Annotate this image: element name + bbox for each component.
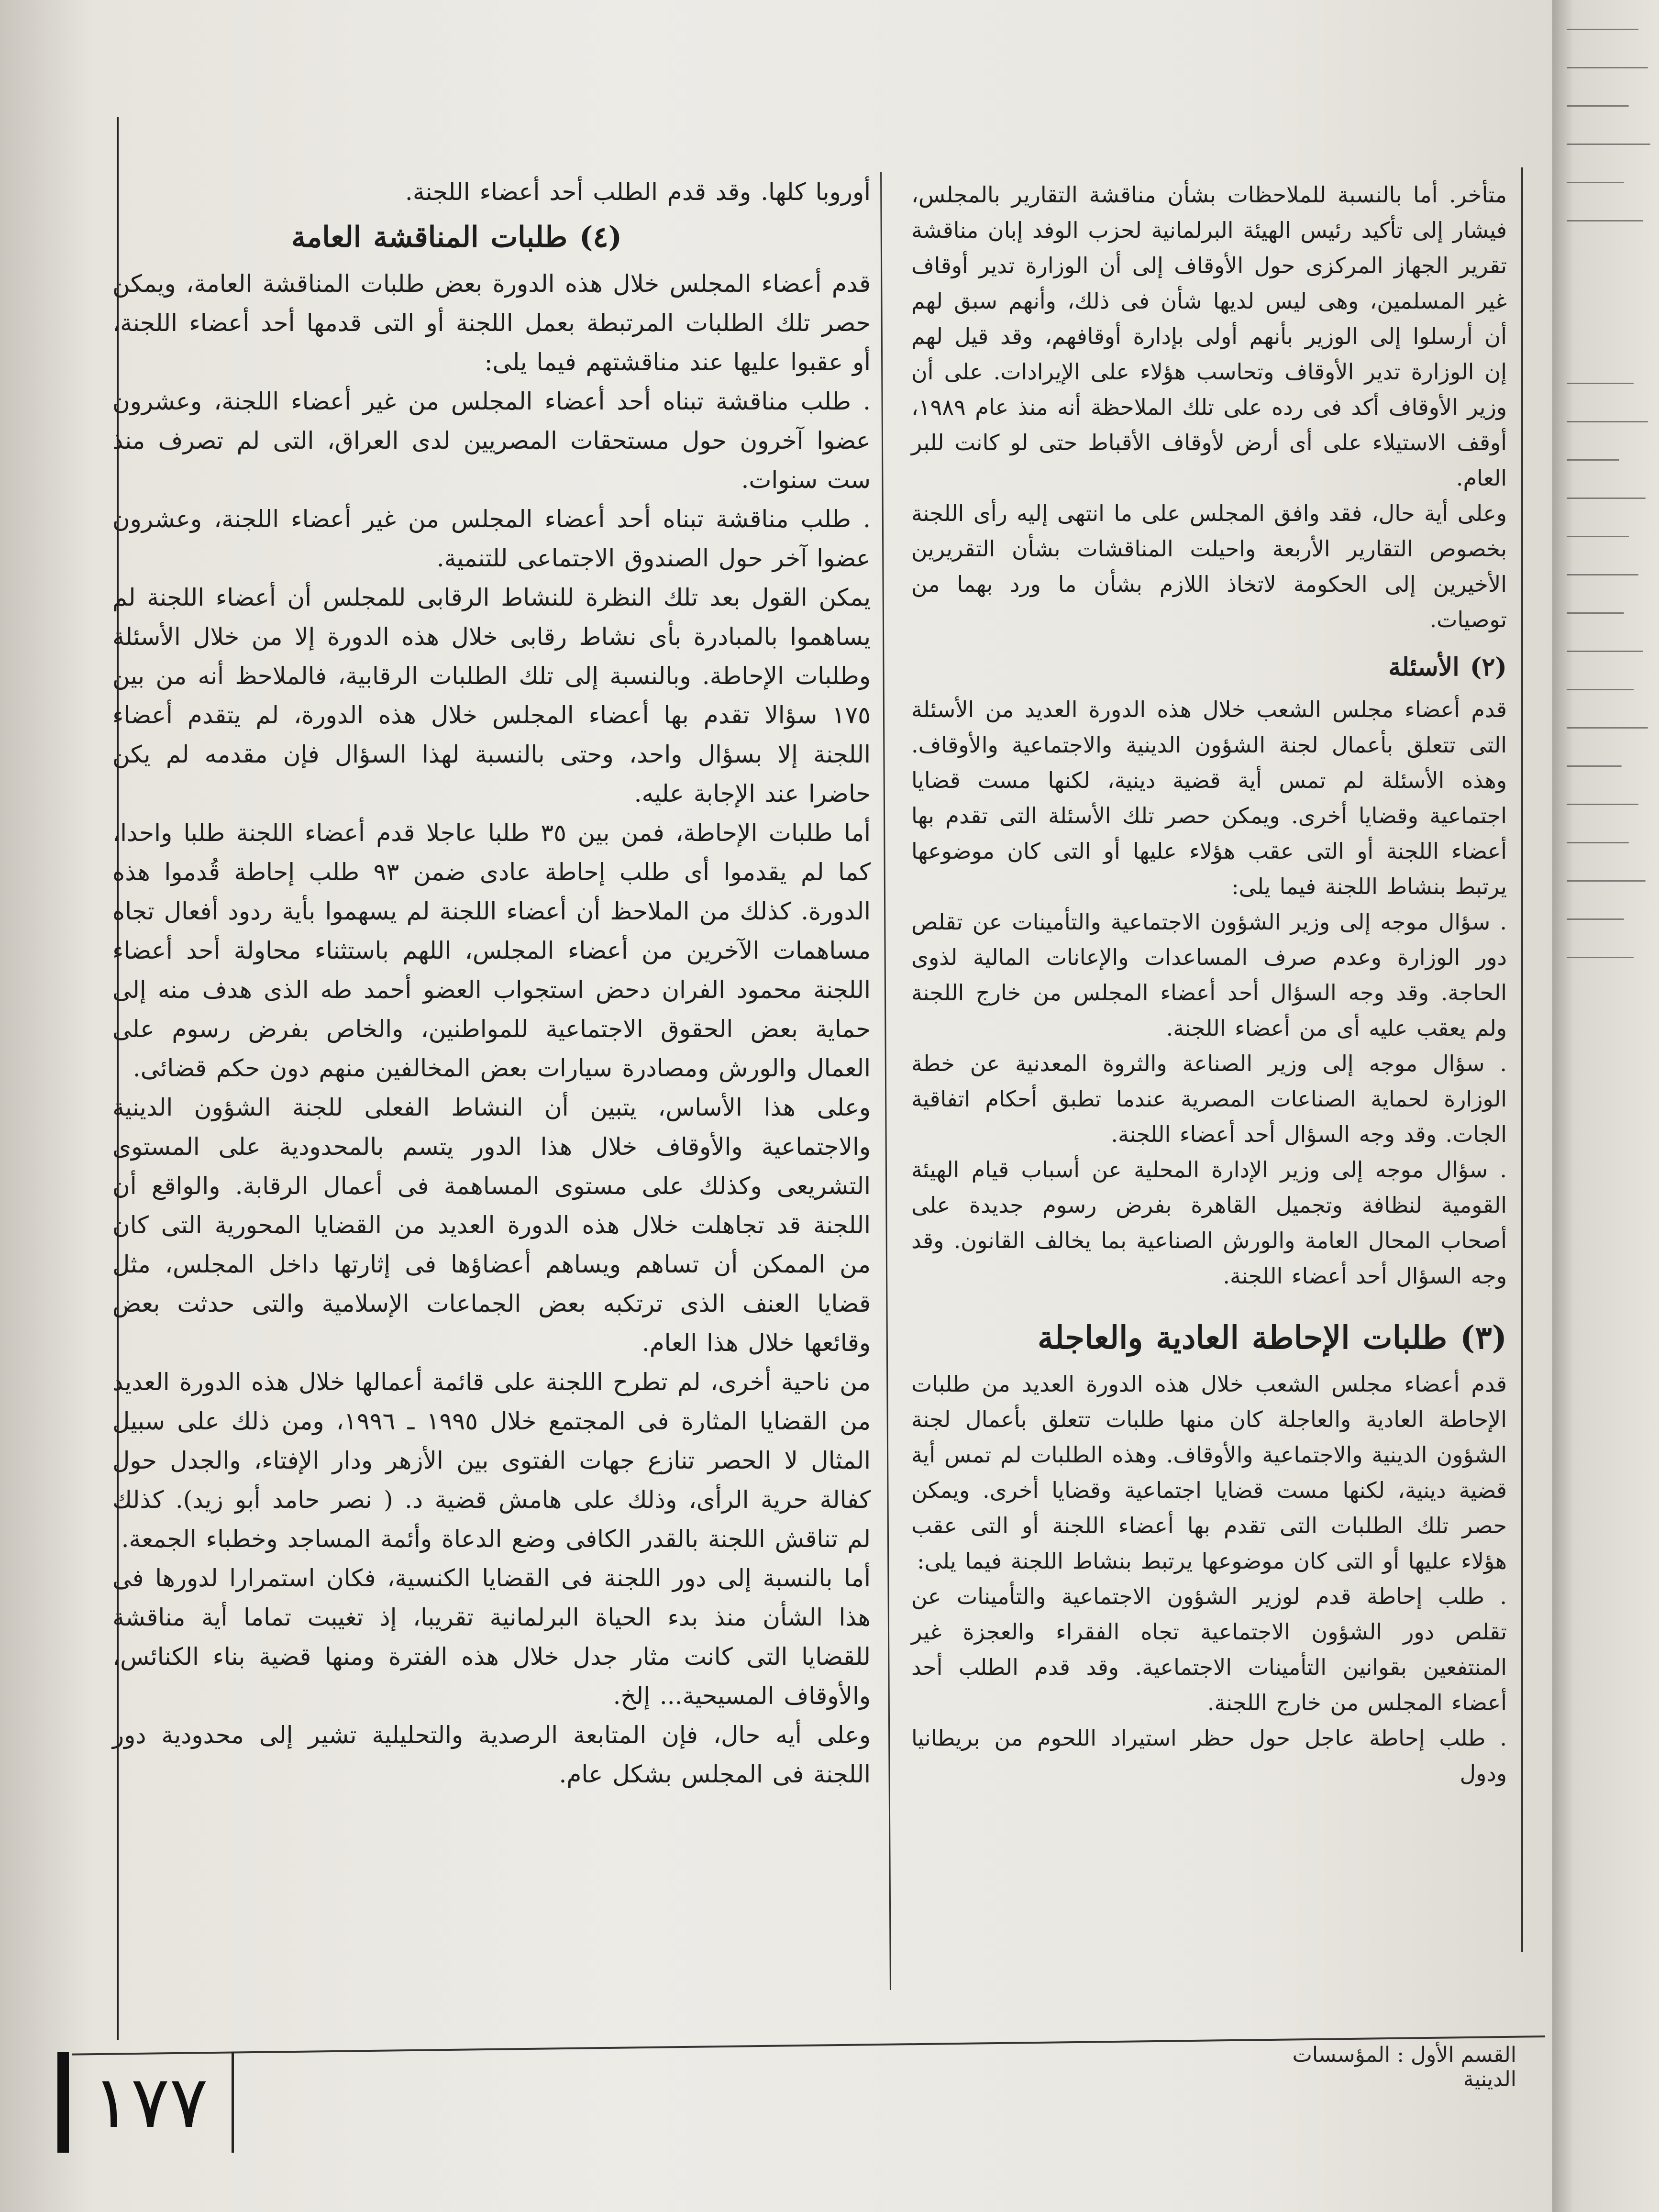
section-heading-general-discussion: (٤) طلبات المناقشة العامة [291,221,622,254]
running-footer: القسم الأول : المؤسسات الدينية [1292,2043,1516,2091]
handwriting-stroke [1567,957,1634,958]
handwriting-stroke [1567,383,1634,384]
column-divider [880,172,891,1990]
handwriting-stroke [1567,727,1648,729]
handwriting-stroke [1567,421,1648,422]
section-heading-briefing-requests: (٣) طلبات الإحاطة العادية والعاجلة [1037,1319,1507,1356]
handwriting-stroke [1567,220,1643,221]
left-column [112,172,871,1794]
handwriting-stroke [1567,67,1648,68]
right-column [911,177,1507,1791]
paragraph: أوروبا كلها. وقد قدم الطلب أحد أعضاء اللجنة. [405,178,871,206]
handwriting-stroke [1567,536,1629,537]
paragraph: وعلى هذا الأساس، يتبين أن النشاط الفعلى للجنة الشؤون الدينية والاجتماعية والأوقاف خلال هذا الدور يتسم بالمحدودية على المستوى التشريعى وكذلك على مستوى المساهمة فى أعمال الرقابة. والواقع أن اللجنة قد تجاهلت خلال هذه الدورة العديد من القضايا المحورية التى كان من الممكن أن تساهم ويساهم أعضاؤها فى إثارتها داخل المجلس، مثل قضايا العنف الذى ترتكبه بعض الجماعات الإسلامية والتى حدثت بعض وقائعها خلال هذا العام. [112,1094,871,1357]
page-frame-right-rule [1521,167,1523,1952]
adjacent-page-with-handwriting [1552,0,1659,2212]
handwriting-stroke [1567,880,1646,882]
handwriting-stroke [1567,842,1629,843]
handwriting-stroke [1567,765,1622,767]
paragraph: قدم أعضاء المجلس خلال هذه الدورة بعض طلبات المناقشة العامة، ويمكن حصر تلك الطلبات المرتبطة بعمل اللجنة أو التى قدمها أحد أعضاء اللجنة، أو عقبوا عليها عند مناقشتهم فيما يلى: [112,270,871,376]
handwriting-stroke [1567,144,1650,145]
handwriting-stroke [1567,918,1624,920]
section-heading-questions: (٢) الأسئلة [1388,653,1507,682]
handwriting-stroke [1567,105,1629,107]
paragraph: من ناحية أخرى، لم تطرح اللجنة على قائمة أعمالها خلال هذه الدورة العديد من القضايا المثارة فى المجتمع خلال ١٩٩٥ ـ ١٩٩٦، ومن ذلك على سبيل المثال لا الحصر تنازع جهات الفتوى بين الأزهر ودار الإفتاء، والجدل حول كفالة حرية الرأى، وذلك على هامش قضية د. ( نصر حامد أبو زيد). كذلك لم تناقش اللجنة بالقدر الكافى وضع الدعاة وأئمة المساجد وخطباء الجمعة. [112,1368,871,1553]
handwriting-stroke [1567,574,1638,575]
list-item: . سؤال موجه إلى وزير الصناعة والثروة المعدنية عن خطة الوزارة لحماية الصناعات المصرية عندما تطبق أحكام اتفاقية الجات. وقد وجه السؤال أحد أعضاء اللجنة. [911,1051,1507,1147]
paragraph: أما طلبات الإحاطة، فمن بين ٣٥ طلبا عاجلا قدم أعضاء اللجنة طلبا واحدا، كما لم يقدموا أى طلب إحاطة عادى ضمن ٩٣ طلب إحاطة قُدموا هذه الدورة. كذلك من الملاحظ أن أعضاء اللجنة لم يسهموا بأية ردود أفعال تجاه مساهمات الآخرين من أعضاء المجلس، اللهم باستثناء محاولة أحد أعضاء اللجنة محمود الفران دحض استجواب العضو أحمد طه الذى هدف منه إلى حماية بعض الحقوق الاجتماعية للمواطنين، والخاص بفرض رسوم على العمال والورش ومصادرة سيارات بعض المخالفين منهم دون حكم قضائى. [112,819,871,1082]
handwriting-stroke [1567,651,1643,652]
paragraph: أما بالنسبة إلى دور اللجنة فى القضايا الكنسية، فكان استمرارا لدورها فى هذا الشأن منذ بدء الحياة البرلمانية تقريبا، إذ تغيبت تماما أية مناقشة للقضايا التى كانت مثار جدل خلال هذه الفترة ومنها قضية بناء الكنائس، والأوقاف المسيحية... إلخ. [112,1564,871,1710]
paragraph: وعلى أيه حال، فإن المتابعة الرصدية والتحليلية تشير إلى محدودية دور اللجنة فى المجلس بشكل عام. [112,1721,871,1788]
handwriting-stroke [1567,612,1624,614]
handwriting-stroke [1567,182,1624,183]
handwriting-stroke [1567,459,1619,461]
list-item: . سؤال موجه إلى وزير الإدارة المحلية عن أسباب قيام الهيئة القومية لنظافة وتجميل القاهرة بفرض رسوم جديدة على أصحاب المحال العامة والورش الصناعية بما يخالف القانون. وقد وجه السؤال أحد أعضاء اللجنة. [911,1157,1507,1289]
paragraph: قدم أعضاء مجلس الشعب خلال هذه الدورة العديد من الأسئلة التى تتعلق بأعمال لجنة الشؤون الدينية والاجتماعية والأوقاف. وهذه الأسئلة لم تمس أية قضية دينية، لكنها مست قضايا اجتماعية وقضايا أخرى. ويمكن حصر تلك الأسئلة التى تقدم بها أعضاء اللجنة أو التى عقب هؤلاء عليها أو التى كان موضوعها يرتبط بنشاط اللجنة فيما يلى: [911,697,1507,899]
list-item: . طلب إحاطة عاجل حول حظر استيراد اللحوم من بريطانيا ودول [911,1725,1507,1786]
handwriting-stroke [1567,29,1638,30]
list-item: . سؤال موجه إلى وزير الشؤون الاجتماعية والتأمينات عن تقلص دور الوزارة وعدم صرف المساعدات والإعانات المالية لذوى الحاجة. وقد وجه السؤال أحد أعضاء المجلس من خارج اللجنة ولم يعقب عليه أى من أعضاء اللجنة. [911,909,1507,1041]
paragraph: يمكن القول بعد تلك النظرة للنشاط الرقابى للمجلس أن أعضاء اللجنة لم يساهموا بالمبادرة بأى نشاط رقابى خلال هذه الدورة إلا من خلال الأسئلة وطلبات الإحاطة. وبالنسبة إلى تلك الطلبات الرقابية، فالملاحظ أنه من بين ١٧٥ سؤالا تقدم بها أعضاء المجلس خلال هذه الدورة، لم يتقدم أعضاء اللجنة إلا بسؤال واحد، وحتى بالنسبة لهذا السؤال فإن مقدمه لم يكن حاضرا عند الإجابة عليه. [112,584,871,807]
list-item: . طلب مناقشة تبناه أحد أعضاء المجلس من غير أعضاء اللجنة، وعشرون عضوا آخرون حول مستحقات المصريين لدى العراق، التى لم تصرف منذ ست سنوات. [112,387,871,494]
page-number: ١٧٧ [57,2052,234,2153]
list-item: . طلب مناقشة تبناه أحد أعضاء المجلس من غير أعضاء اللجنة، وعشرون عضوا آخر حول الصندوق الاجتماعى للتنمية. [112,505,871,572]
list-item: . طلب إحاطة قدم لوزير الشؤون الاجتماعية والتأمينات عن تقلص دور الشؤون الاجتماعية تجاه الفقراء والعجزة غير المنتفعين بقوانين التأمينات الاجتماعية. وقد قدم الطلب أحد أعضاء المجلس من خارج اللجنة. [911,1583,1507,1715]
handwriting-stroke [1567,804,1638,805]
paragraph: وعلى أية حال، فقد وافق المجلس على ما انتهى إليه رأى اللجنة بخصوص التقارير الأربعة واحيلت المناقشات بشأن التقريرين الأخيرين إلى الحكومة لاتخاذ اللازم بشأن ما ورد بهما من توصيات. [911,500,1507,632]
handwriting-stroke [1567,498,1646,499]
paragraph: قدم أعضاء مجلس الشعب خلال هذه الدورة العديد من طلبات الإحاطة العادية والعاجلة كان منها طلبات تتعلق بأعمال لجنة الشؤون الدينية والاجتماعية والأوقاف. وهذه الطلبات لم تمس أية قضية دينية، لكنها مست قضايا اجتماعية وقضايا أخرى. ويمكن حصر تلك الطلبات التى تقدم بها أعضاء اللجنة أو التى عقب هؤلاء عليها أو التى كان موضوعها يرتبط بنشاط اللجنة فيما يلى: [911,1371,1507,1574]
paragraph: متأخر. أما بالنسبة للملاحظات بشأن مناقشة التقارير بالمجلس، فيشار إلى تأكيد رئيس الهيئة البرلمانية لحزب الوفد إبان مناقشة تقرير الجهاز المركزى حول الأوقاف إلى أن الوزارة تدير أوقاف غير المسلمين، وهى ليس لديها شأن فى ذلك، وأنهم سبق لهم أن أرسلوا إلى الوزير بأنهم أولى بإدارة أوقافهم، وقد قيل لهم إن الوزارة تدير الأوقاف وتحاسب هؤلاء على الإيرادات. على أن وزير الأوقاف أكد فى رده على تلك الملاحظة أنه منذ عام ١٩٨٩، أوقف الاستيلاء على أى أرض لأوقاف الأقباط حتى لو كانت للبر العام. [911,182,1507,491]
handwriting-stroke [1567,689,1634,690]
